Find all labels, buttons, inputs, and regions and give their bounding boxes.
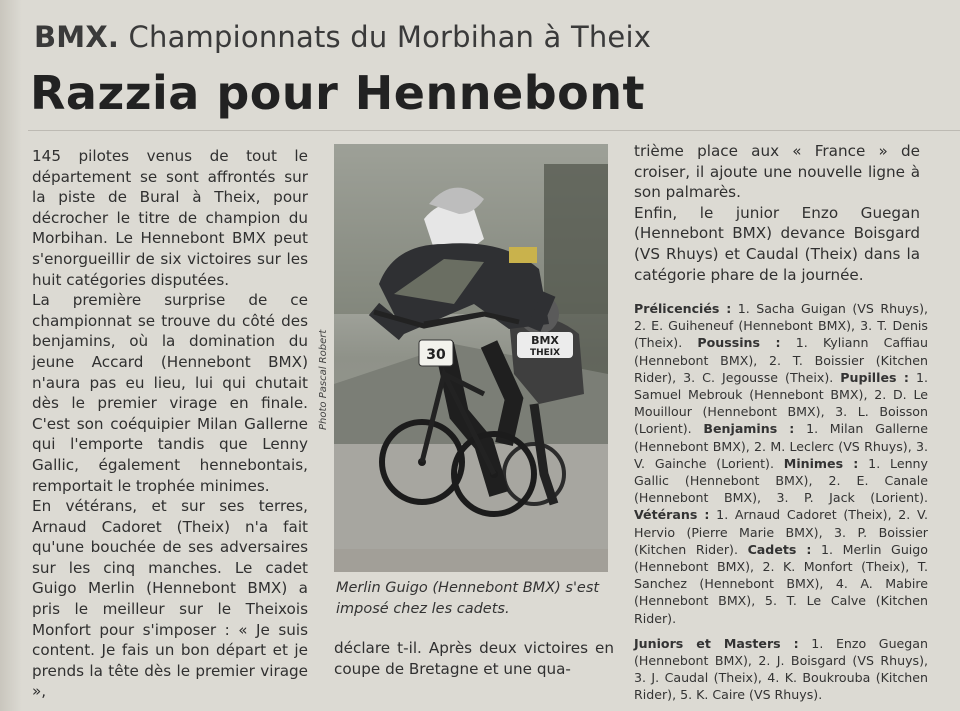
result-category: Benjamins :: [703, 421, 795, 437]
article-photo: [334, 144, 608, 572]
result-text: 1. Arnaud Cadoret (Theix), 2. V. Hervio (Pierre Marie BMX), 3. P. Boissier (Kitchen Rider).: [634, 507, 928, 557]
kicker-title: Championnats du Morbihan à Theix: [119, 20, 652, 54]
results-box: [634, 300, 928, 708]
jersey-text-2: THEIX: [529, 348, 561, 358]
article-column-3: [634, 141, 920, 285]
photo-caption: Merlin Guigo (Hennebont BMX) s'est imposé chez les cadets.: [336, 580, 600, 617]
paragraph: déclare t-il. Après deux victoires en coupe de Bretagne et une qua-: [334, 639, 614, 678]
kicker-section: BMX.: [34, 20, 120, 54]
result-category: Prélicenciés :: [634, 301, 732, 316]
result-text: 1. Enzo Guegan (Hennebont BMX), 2. J. Boisgard (VS Rhuys), 3. J. Caudal (Theix), 4. K. Boukrouba (Kitchen Rider), 5. K. Caire (VS Rhuys).: [634, 635, 928, 703]
result-text: 1. Milan Gallerne (Hennebont BMX), 2. M. Leclerc (VS Rhuys), 3. V. Gainche (Lorient).: [634, 421, 928, 471]
paragraph: En vétérans, et sur ses terres, Arnaud Cadoret (Theix) n'a fait qu'une bouchée de ses adversaires sur les cinq manches. Le cadet Guigo Merlin (Hennebont BMX) a pris le meilleur sur le Theixois Monfort pour s'imposer : « Je suis content. Je fais un bon départ et je prends la tête dès le premier virage »,: [32, 497, 308, 701]
result-category: Juniors et Masters :: [634, 635, 799, 651]
result-category: Cadets :: [747, 541, 812, 557]
divider: [28, 130, 960, 131]
photo-credit: Photo Pascal Robert: [318, 329, 329, 430]
plate-number: 30: [426, 347, 446, 363]
page-edge: [0, 0, 22, 711]
result-text: 1. Sacha Guigan (VS Rhuys), 2. E. Guiheneuf (Hennebont BMX), 3. T. Denis (Theix).: [634, 301, 928, 351]
article-column-1: [32, 146, 308, 702]
result-category: Vétérans :: [634, 507, 710, 523]
result-text: 1. Samuel Mebrouk (Hennebont BMX), 2. D. Le Mouillour (Hennebont BMX), 3. L. Boisson (Lorient).: [634, 369, 928, 437]
article-kicker: [34, 20, 651, 54]
paragraph: La première surprise de ce championnat se trouve du côté des benjamins, où la domination du jeune Accard (Hennebont BMX) n'aura pas eu lieu, lui qui chutait dès le premier virage en finale. C'est son coéquipier Milan Gallerne qui l'emporte tandis que Lenny Gallic, également hennebontais, remportait le trophée minimes.: [32, 291, 308, 495]
result-text: 1. Lenny Gallic (Hennebont BMX), 2. E. Canale (Hennebont BMX), 3. P. Jack (Lorient).: [634, 455, 928, 506]
results-block: [634, 635, 928, 704]
result-category: Poussins :: [697, 335, 781, 351]
paragraph: trième place aux « France » de croiser, il ajoute une nouvelle ligne à son palmarès.: [634, 142, 920, 202]
results-block: [634, 300, 928, 627]
result-category: Minimes :: [783, 455, 859, 471]
bmx-rider-photo: [334, 144, 608, 572]
paragraph: 145 pilotes venus de tout le département se sont affrontés sur la piste de Bural à Theix, pour décrocher le titre de champion du Morbihan. Le Hennebont BMX peut s'enorgueillir de six victoires sur les huit catégories disputées.: [32, 147, 308, 289]
article-headline: Razzia pour Hennebont: [30, 66, 645, 120]
jersey-text-1: BMX: [531, 334, 559, 347]
result-text: 1. Merlin Guigo (Hennebont BMX), 2. K. Monfort (Theix), T. Sanchez (Hennebont BMX), 4. A. Mabire (Hennebont BMX), 5. T. Le Calve (Kitchen Rider).: [634, 541, 928, 626]
result-category: Pupilles :: [840, 369, 909, 385]
article-column-2: [334, 638, 614, 679]
result-text: 1. Kyliann Caffiau (Hennebont BMX), 2. T. Boissier (Kitchen Rider), 3. C. Jegousse (Theix).: [634, 335, 929, 385]
paragraph: Enfin, le junior Enzo Guegan (Hennebont BMX) devance Boisgard (VS Rhuys) et Caudal (Theix) dans la catégorie phare de la journée.: [634, 203, 920, 284]
